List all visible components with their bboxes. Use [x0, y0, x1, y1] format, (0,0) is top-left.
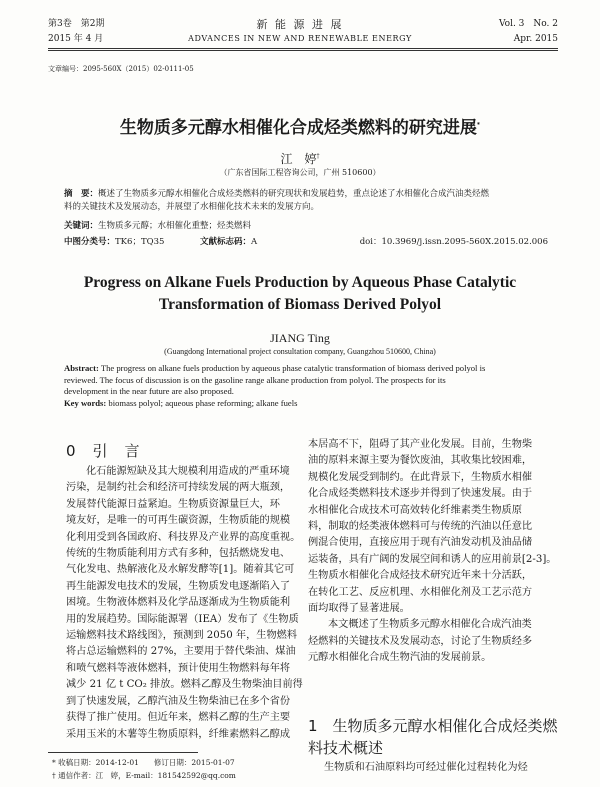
body-line: 规模化发展受到制约。在此背景下，生物质水相催	[308, 471, 533, 483]
volume-issue-cn: 第3卷 第2期	[48, 19, 105, 29]
section-1-heading	[308, 715, 558, 759]
body-line: 发展替代能源日益紧迫。生物质资源量巨大，环	[66, 498, 280, 510]
body-line: 元醇水相催化合成生物汽油的发展前景。	[308, 652, 492, 664]
body-line: 本居高不下，阻碍了其产业化发展。目前，生物柴	[308, 439, 533, 450]
body-line: 困境。生物液体燃料及化学品逐渐成为生物质能利	[66, 597, 291, 609]
body-line: 生物质水相催化合成烃技术研究近年来十分活跃，	[308, 570, 533, 582]
body-line: 化利用受到各国政府、科技界及产业界的高度重视。	[66, 531, 301, 543]
abstract-cn-label: 摘 要：	[64, 189, 99, 199]
clc-value: TK6；TQ35	[115, 237, 165, 247]
footnote-author: † 通信作者：江 婷，E-mail：181542592@qq.com	[52, 771, 236, 780]
body-line: 污染，是制约社会和经济可持续发展的两大瓶颈，	[66, 482, 291, 494]
abstract-cn-line2: 料的关键技术及发展动态，并展望了水相催化技术未来的发展方向。	[64, 202, 320, 212]
right-column	[308, 437, 558, 667]
abstract-en	[64, 363, 544, 409]
affiliation-en: (Guangdong International project consultation company, Guangzhou 510600, China)	[164, 347, 436, 356]
keywords-en-label: Key words:	[64, 397, 107, 408]
abstract-en-line3: development in the near future are also proposed.	[64, 386, 234, 396]
body-line: 境友好，是唯一的可再生碳资源，生物质能的规模	[66, 515, 291, 527]
body-line: 到了快速发展，乙醇汽油及生物柴油已在多个省份	[66, 695, 291, 707]
journal-name-en: ADVANCES IN NEW AND RENEWABLE ENERGY	[188, 34, 412, 43]
header-rule-thin	[48, 50, 558, 51]
body-line: 将占总运输燃料的 27%，主要用于替代柴油、煤油	[66, 646, 296, 658]
abstract-cn-line1: 概述了生物质多元醇水相催化合成烃类燃料的研究现状和发展趋势，重点论述了水相催化合成汽油类烃燃	[98, 189, 490, 199]
date-en: Apr. 2015	[513, 34, 558, 44]
document-code	[200, 236, 257, 249]
clc-label: 中图分类号：	[64, 237, 116, 247]
abstract-en-line1: The progress on alkane fuels production by aqueous phase catalytic transformation of biomass derived polyol is	[100, 363, 486, 373]
footnote-received: * 收稿日期：2014-12-01 修订日期：2015-01-07	[52, 758, 235, 767]
body-line: 获得了推广使用。但近年来，燃料乙醇的生产主要	[66, 712, 291, 724]
document-code-value: A	[251, 237, 258, 247]
title-footnote-mark: *	[476, 121, 481, 129]
author-footnote-mark: †	[316, 153, 320, 160]
document-code-label: 文献标志码：	[200, 237, 252, 247]
section-1-heading-line1: 1 生物质多元醇水相催化合成烃类燃	[308, 717, 558, 735]
keywords-en-text: biomass polyol; aqueous phase reforming; alkane fuels	[108, 397, 298, 408]
body-line: 水相催化合成技术可高效转化纤维素类生物质原	[308, 504, 522, 516]
left-column	[66, 464, 303, 743]
keywords-cn-label: 关键词：	[64, 221, 99, 231]
body-line: 和喷气燃料等液体燃料，预计使用生物燃料每年将	[66, 662, 291, 674]
abstract-cn	[64, 188, 544, 214]
body-line: 化石能源短缺及其大规模利用造成的严重环境	[86, 466, 290, 477]
right-column-last-line: 生物质和石油原料均可经过催化过程转化为烃	[324, 762, 528, 773]
body-line: 本文概述了生物质多元醇水相催化合成汽油类	[328, 619, 532, 631]
body-line: 再生能源发电技术的发展，生物质发电逐渐陷入了	[66, 580, 291, 592]
clc-number	[64, 236, 164, 249]
body-line: 气化发电、热解液化及水解发酵等[1]。随着其它可	[66, 564, 295, 576]
keywords-cn	[64, 220, 251, 233]
body-line: 运输燃料技术路线图》，预测到 2050 年，生物燃料	[66, 630, 298, 642]
body-line: 在转化工艺、反应机理、水相催化剂及工艺示范方	[308, 586, 533, 598]
body-line: 减少 21 亿 t CO₂ 排放。燃料乙醇及生物柴油目前得	[66, 679, 303, 691]
title-en-line1: Progress on Alkane Fuels Production by Aqueous Phase Catalytic	[83, 274, 517, 291]
date-cn: 2015 年 4 月	[48, 34, 104, 44]
article-number: 文章编号：2095-560X（2015）02-0111-05	[48, 65, 194, 73]
footnote-rule	[48, 752, 198, 753]
author-cn	[0, 150, 600, 167]
body-line: 传统的生物质能利用方式有多种，包括燃烧发电、	[66, 548, 291, 560]
journal-name-cn: 新 能 源 进 展	[256, 18, 344, 31]
keywords-cn-text: 生物质多元醇；水相催化重整；烃类燃料	[98, 221, 252, 231]
section-1-heading-line2: 料技术概述	[308, 739, 384, 757]
abstract-en-line2: reviewed. The focus of discussion is on the gasoline range alkane production from polyol. The prospects for its	[64, 374, 446, 385]
header-rule	[48, 48, 558, 49]
doi: doi：10.3969/j.issn.2095-560X.2015.02.006	[359, 237, 548, 247]
title-cn-text: 生物质多元醇水相催化合成烃类燃料的研究进展	[119, 118, 477, 138]
abstract-en-label: Abstract:	[64, 363, 99, 373]
body-line: 油的原料来源主要为餐饮废油，其收集比较困难，	[308, 455, 533, 467]
body-line: 化合成烃类燃料技术逐步并得到了快速发展。由于	[308, 488, 533, 500]
author-cn-name: 江 婷	[280, 152, 317, 166]
affiliation-cn: （广东省国际工程咨询公司，广州 510600）	[219, 168, 381, 177]
body-line: 用的发展趋势。国际能源署（IEA）发布了《生物质	[66, 613, 299, 625]
author-en: JIANG Ting	[270, 331, 330, 345]
title-en-line2: Transformation of Biomass Derived Polyol	[158, 296, 442, 313]
body-line: 烃燃料的关键技术及发展动态，讨论了生物质经多	[308, 635, 533, 647]
body-line: 采用玉米的木薯等生物质原料，纤维素燃料乙醇成	[66, 728, 291, 740]
body-line: 面均取得了显著进展。	[308, 603, 410, 615]
title-cn	[0, 113, 600, 138]
body-line: 例混合使用，直接应用于现有汽油发动机及油品储	[308, 537, 533, 549]
volume-issue-en: Vol. 3 No. 2	[498, 19, 558, 29]
section-0-heading: 0 引 言	[66, 442, 141, 460]
body-line: 运装备，具有广阔的发展空间和诱人的应用前景[2-3]。	[308, 553, 557, 565]
body-line: 料，制取的烃类液体燃料可与传统的汽油以任意比	[308, 521, 533, 533]
